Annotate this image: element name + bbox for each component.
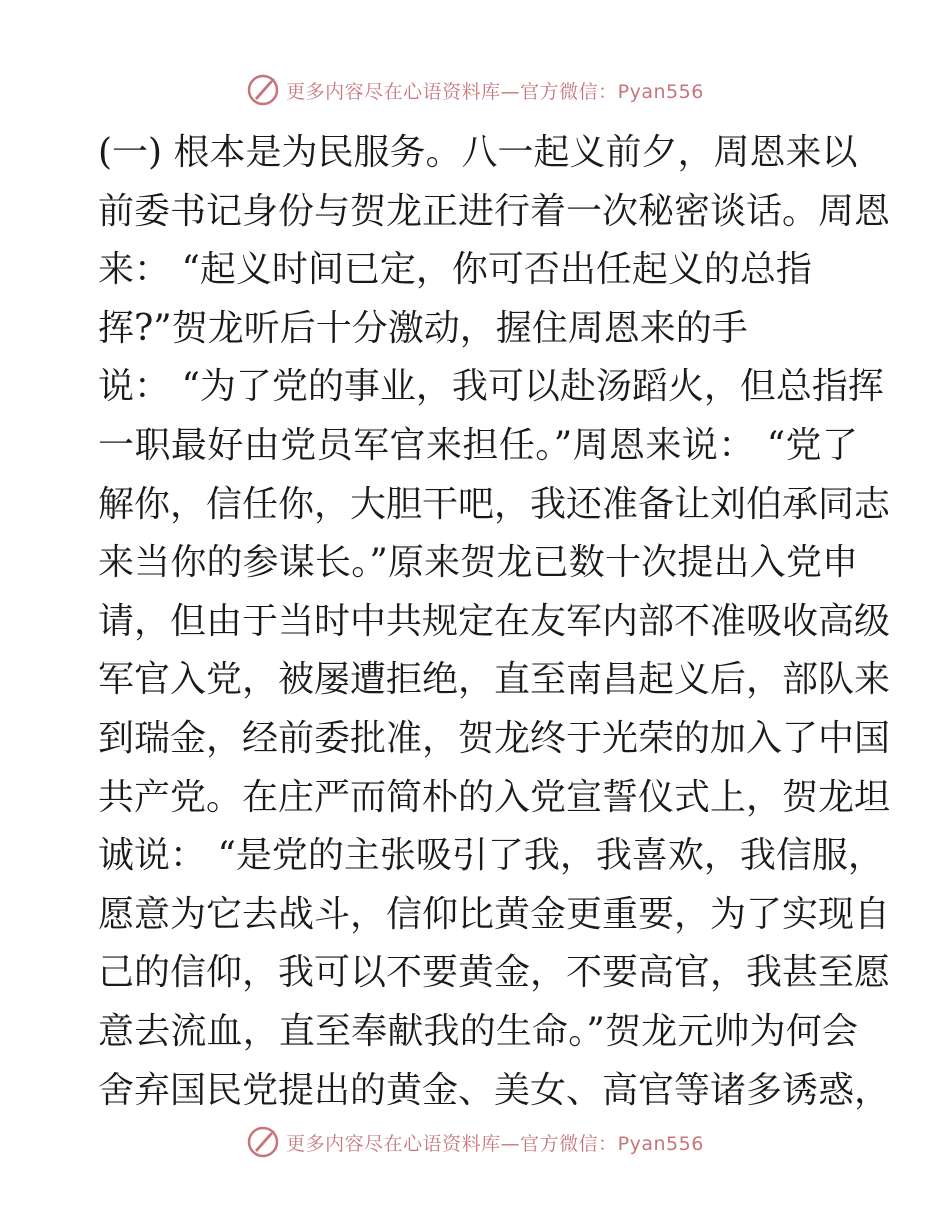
feather-pen-logo-icon [246,1125,280,1159]
text-line: 共产党。在庄严而简朴的入党宣誓仪式上，贺龙坦 [98,776,891,818]
text-line: 来当你的参谋长。”原来贺龙已数十次提出入党申 [98,542,858,584]
text-line: 到瑞金，经前委批准，贺龙终于光荣的加入了中国 [98,717,891,759]
text-line: 一职最好由党员军官来担任。”周恩来说： “党了 [98,424,858,466]
text-line: 意去流血，直至奉献我的生命。”贺龙元帅为何会 [98,1010,858,1052]
text-line: 己的信仰，我可以不要黄金，不要高官，我甚至愿 [98,952,891,994]
text-line: (一) 根本是为民服务。八一起义前夕，周恩来以 [98,132,858,173]
text-line: 说： “为了党的事业，我可以赴汤蹈火，但总指挥 [98,366,884,408]
text-line: 解你，信任你，大胆干吧，我还准备让刘伯承同志 [98,483,891,525]
header-watermark [0,72,950,108]
text-line: 前委书记身份与贺龙正进行着一次秘密谈话。周恩 [98,190,891,232]
feather-pen-logo-icon [246,73,280,107]
text-line: 诚说： “是党的主张吸引了我，我喜欢，我信服， [98,835,884,877]
watermark-text: 更多内容尽在心语资料库—官方微信：Pyan556 [286,80,704,103]
footer-watermark [0,1124,950,1160]
text-line: 请，但由于当时中共规定在友军内部不准吸收高级 [98,600,891,642]
watermark-text: 更多内容尽在心语资料库—官方微信：Pyan556 [286,1132,704,1155]
text-line: 舍弃国民党提出的黄金、美女、高官等诸多诱惑， [98,1069,891,1111]
document-body [98,124,891,1120]
text-line: 挥?”贺龙听后十分激动，握住周恩来的手 [98,307,748,349]
text-line: 来： “起义时间已定，你可否出任起义的总指 [98,249,812,291]
text-line: 愿意为它去战斗，信仰比黄金更重要，为了实现自 [98,893,891,935]
text-line: 军官入党，被屡遭拒绝，直至南昌起义后，部队来 [98,659,891,701]
